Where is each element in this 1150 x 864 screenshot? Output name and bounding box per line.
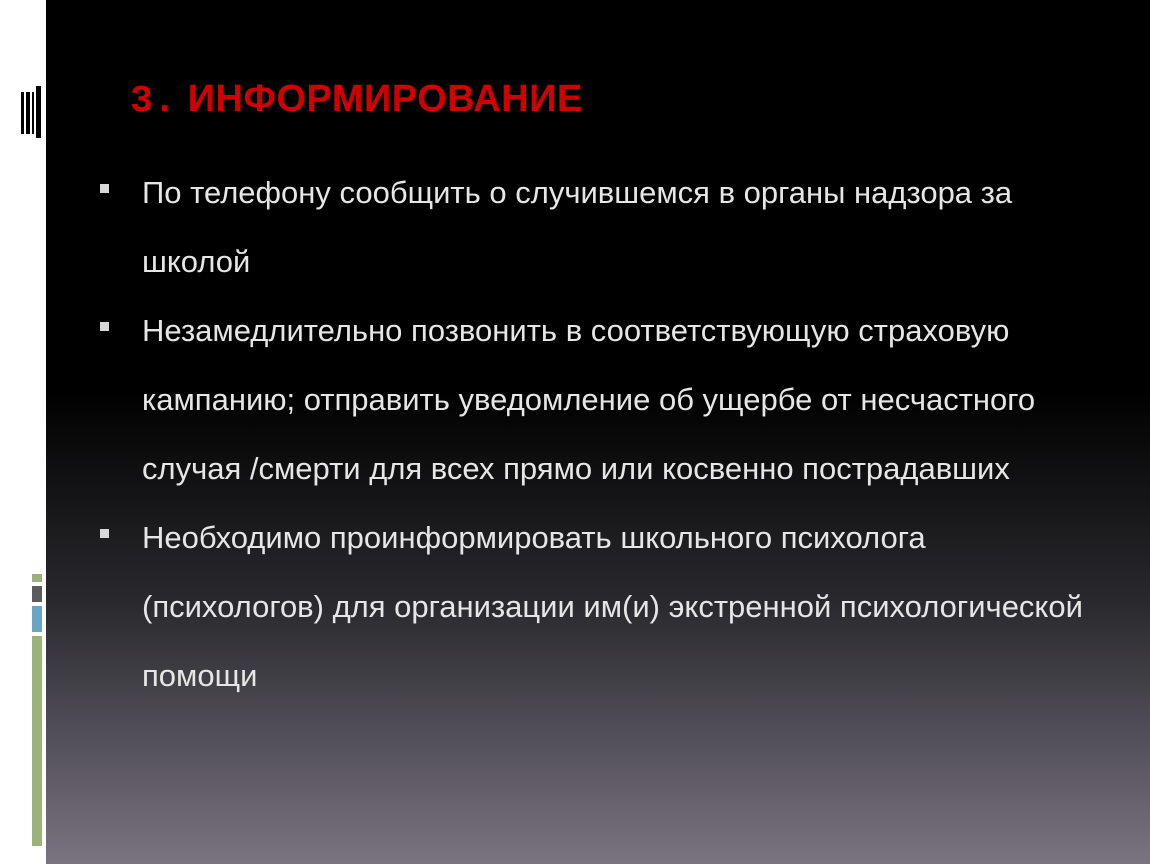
deco-stripe-3 [32, 92, 34, 134]
bullet-text-2: Незамедлительно позвонить в соответствующую страховую кампанию; отправить уведомление об ущербе от несчастного случая /смерти для всех прямо или косвенно пострадавших [142, 313, 1036, 486]
bullet-item-3 [100, 503, 1100, 710]
deco-bar-green-top [32, 574, 42, 582]
slide-title [130, 78, 583, 123]
deco-bar-green-long [32, 636, 42, 846]
deco-bar-blue [32, 606, 42, 632]
deco-stripe-1 [21, 92, 24, 134]
bullet-list [100, 158, 1100, 710]
square-bullet-icon [100, 322, 109, 331]
deco-bar-gray [32, 586, 42, 602]
bullet-text-1: По телефону сообщить о случившемся в органы надзора за школой [142, 175, 1013, 279]
bullet-item-1 [100, 158, 1100, 296]
square-bullet-icon [100, 184, 109, 193]
square-bullet-icon [100, 529, 109, 538]
left-decorative-band [0, 0, 46, 864]
deco-stripe-4 [36, 86, 41, 138]
bullet-item-2 [100, 296, 1100, 503]
bullet-text-3: Необходимо проинформировать школьного психолога (психологов) для организации им(и) экстренной психологической помощи [142, 520, 1083, 693]
title-text: ИНФОРМИРОВАНИЕ [187, 78, 583, 120]
title-number: 3. [130, 80, 177, 123]
deco-stripe-2 [26, 92, 30, 134]
